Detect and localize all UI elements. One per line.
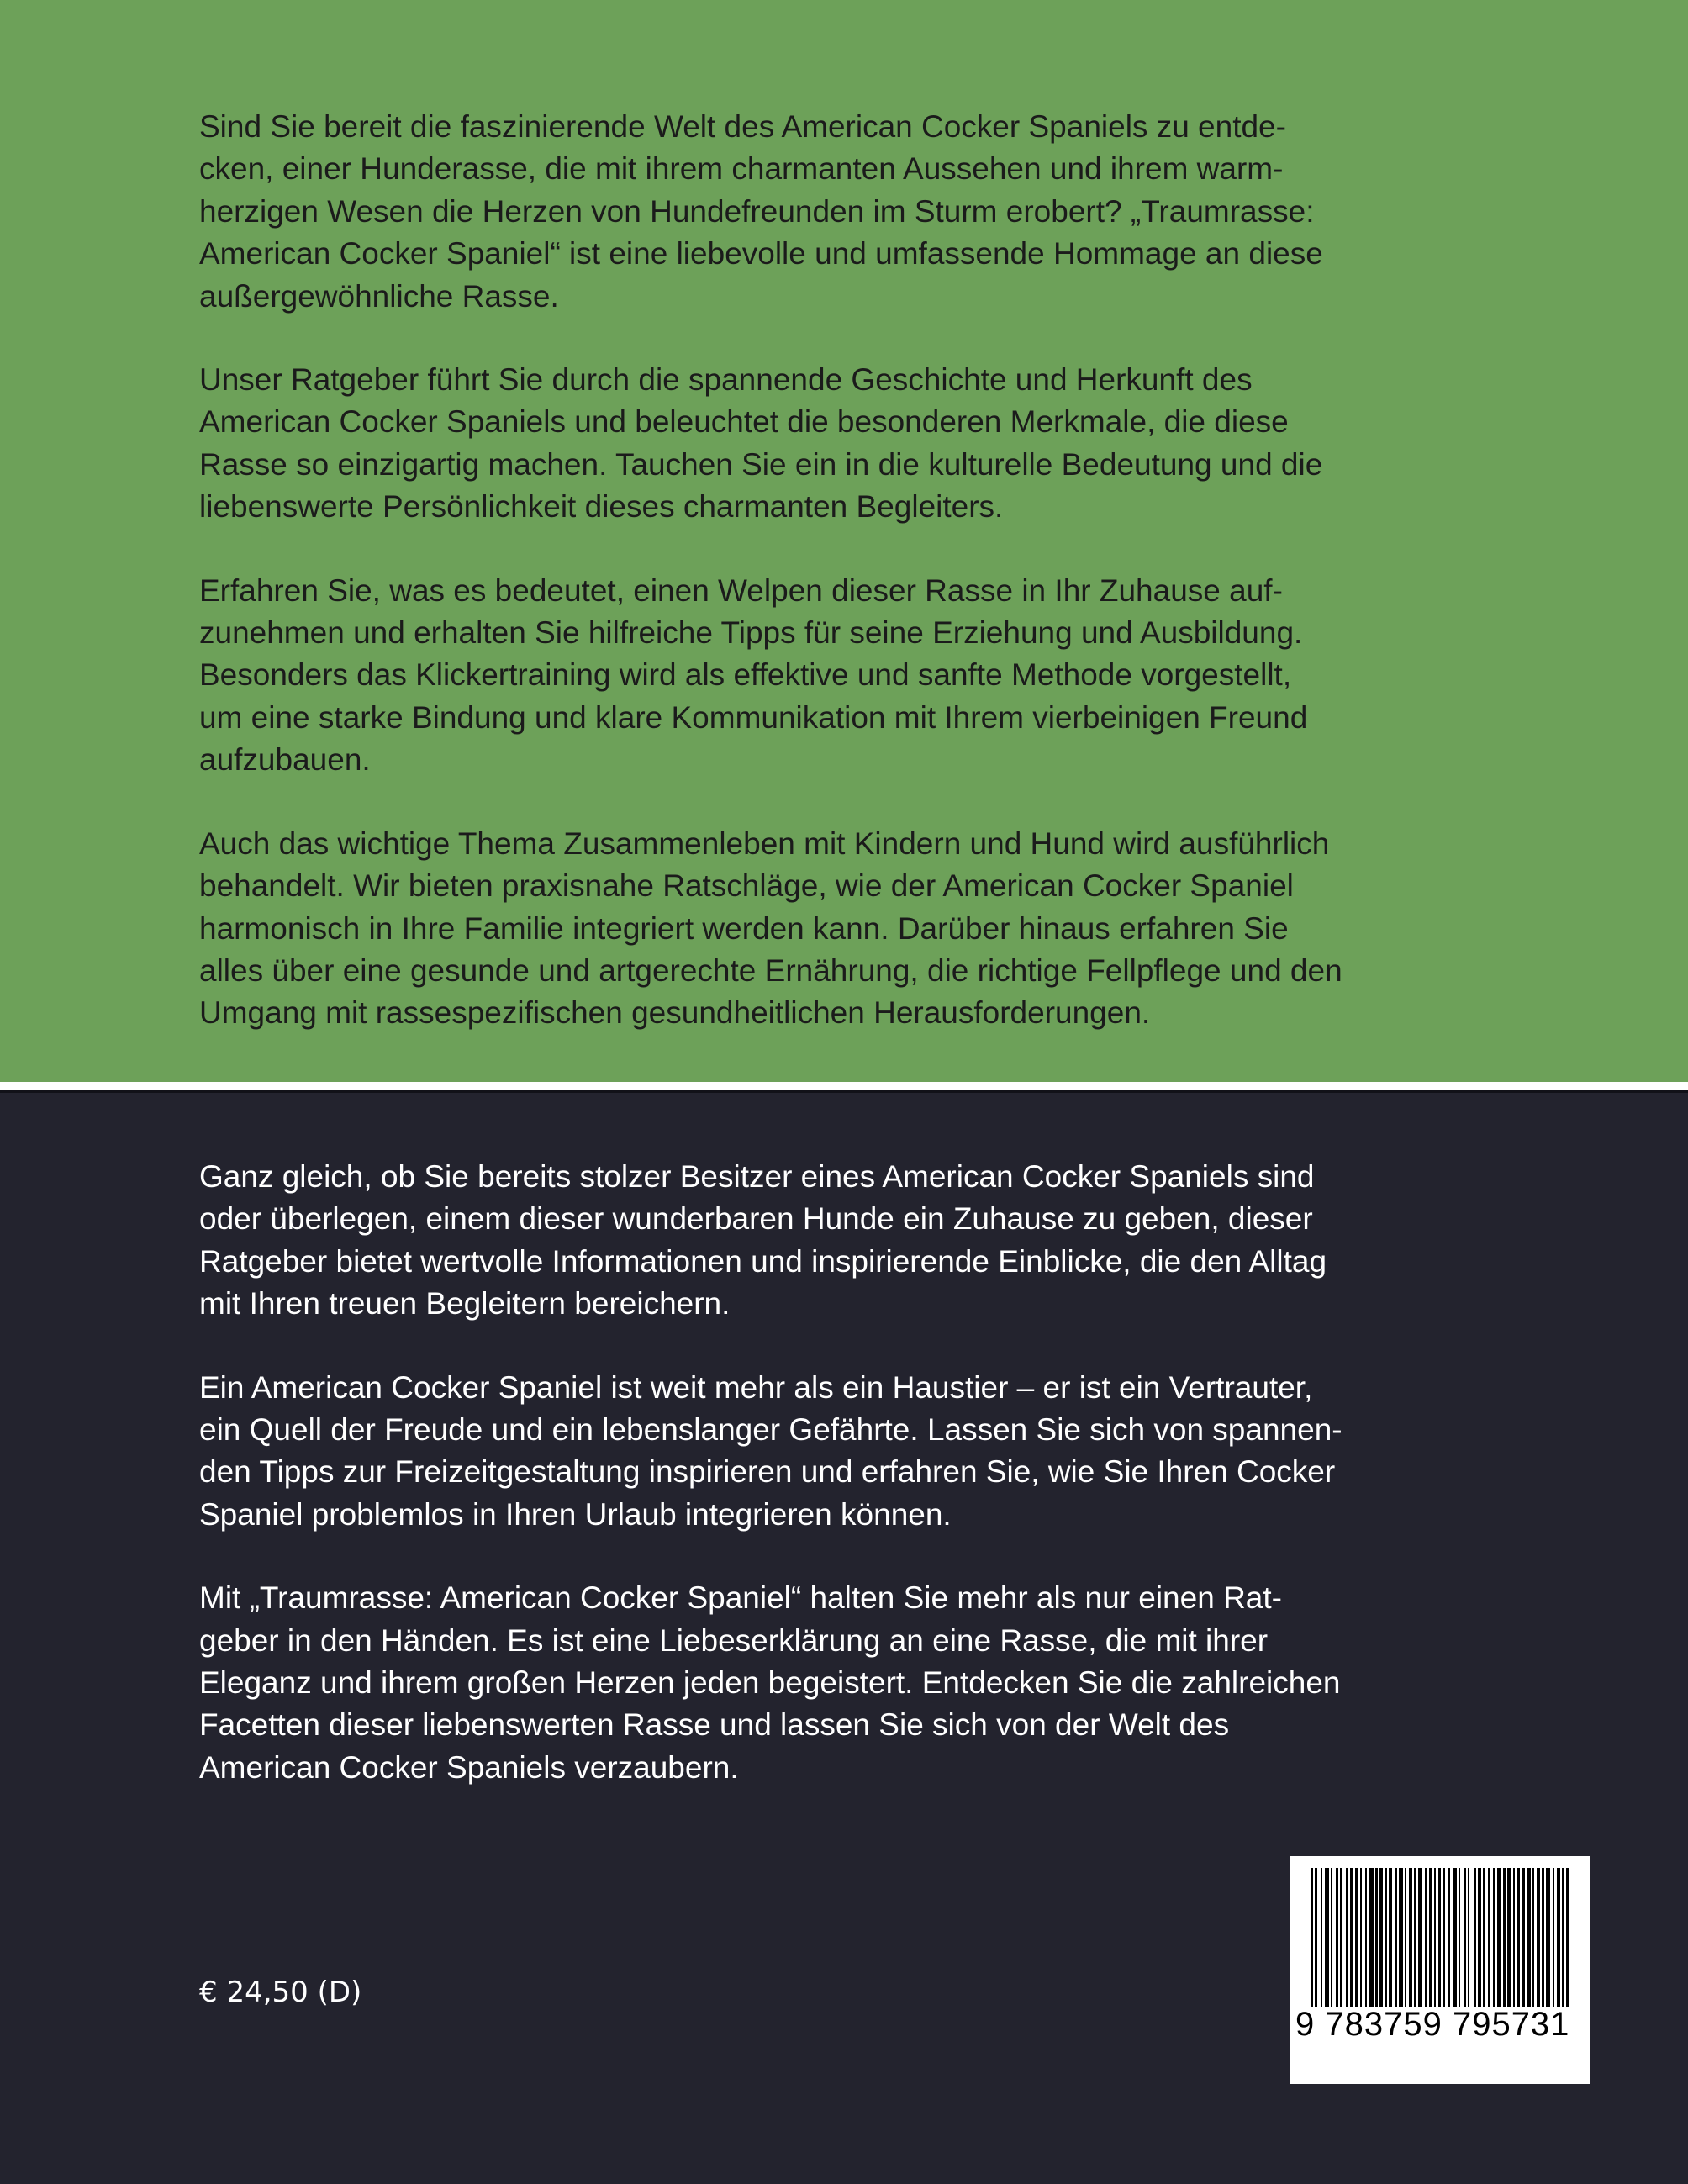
barcode-bar [1478,1868,1481,2007]
barcode-bar [1438,1868,1441,2007]
blurb-paragraph-7: Mit „Traumrasse: American Cocker Spaniel“ halten Sie mehr als nur einen Rat- geber in den Händen. Es ist eine Liebeserklärung an eine Rasse, die mit ihrer Eleganz und ihrem großen Herzen jeden begeistert. Entdecken Sie die zahlreichen Facetten dieser liebenswerten Rasse und lassen Sie sich von der Welt des American Cocker Spaniels verzaubern. [199,1580,1341,1785]
blurb-paragraph-2: Unser Ratgeber führt Sie durch die spannende Geschichte und Herkunft des American Cocker Spaniels und beleuchtet die besonderen Merkmale, die diese Rasse so einzigartig machen. Tauchen Sie ein in die kulturelle Bedeutung und die liebenswerte Persönlichkeit dieses charmanten Begleiters. [199,362,1323,525]
barcode-bar [1532,1868,1534,2007]
barcode-bar [1340,1868,1342,2007]
barcode-icon [1307,1868,1573,2007]
barcode-bar [1350,1868,1353,2007]
barcode-bar [1336,1868,1338,2007]
barcode-bar [1517,1868,1520,2007]
barcode-bar [1497,1868,1501,2007]
barcode-bar [1395,1868,1397,2007]
barcode-bar [1488,1868,1490,2007]
barcode-bar [1507,1868,1511,2007]
barcode-bar [1434,1868,1436,2007]
barcode-bar [1385,1868,1387,2007]
bottom-blurb [199,1156,1511,1789]
barcode-bar [1566,1868,1569,2007]
barcode-bar [1546,1868,1550,2007]
barcode-bar [1527,1868,1531,2007]
blurb-paragraph-5: Ganz gleich, ob Sie bereits stolzer Besitzer eines American Cocker Spaniels sind oder überlegen, einem dieser wunderbaren Hunde ein Zuhause zu geben, dieser Ratgeber bietet wertvolle Informationen und inspirierende Einblicke, die den Alltag mit Ihren treuen Begleitern bereichern. [199,1159,1327,1321]
barcode-bar [1448,1868,1450,2007]
barcode-bar [1503,1868,1506,2007]
barcode-bar [1522,1868,1525,2007]
barcode-bar [1418,1868,1422,2007]
barcode-bar [1365,1868,1367,2007]
barcode-bar [1474,1868,1476,2007]
barcode-bar [1443,1868,1445,2007]
barcode-bar [1483,1868,1485,2007]
barcode-bar [1311,1868,1313,2007]
barcode-bar [1315,1868,1317,2007]
barcode-bar [1409,1868,1412,2007]
barcode-bar [1405,1868,1406,2007]
barcode-bar [1375,1868,1378,2007]
blurb-paragraph-1: Sind Sie bereit die faszinierende Welt des American Cocker Spaniels zu entde- cken, einer Hunderasse, die mit ihrem charmanten Aussehen und ihrem warm- herzigen Wesen die Herzen von Hundefreunden im Sturm erobert? „Traumrasse: American Cocker Spaniel“ ist eine liebevolle und umfassende Hommage an diese außergewöhnliche Rasse. [199,109,1323,314]
barcode-bar [1542,1868,1544,2007]
barcode-bar [1537,1868,1540,2007]
barcode-bar [1493,1868,1495,2007]
barcode-bar [1562,1868,1564,2007]
barcode-bar [1557,1868,1560,2007]
barcode-bar [1425,1868,1427,2007]
barcode-bar [1453,1868,1457,2007]
barcode-bar [1414,1868,1416,2007]
barcode-bar [1464,1868,1466,2007]
barcode-bar [1399,1868,1403,2007]
isbn-barcode [1290,1856,1590,2084]
barcode-bar [1513,1868,1515,2007]
blurb-paragraph-3: Erfahren Sie, was es bedeutet, einen Welpen dieser Rasse in Ihr Zuhause auf- zunehmen und erhalten Sie hilfreiche Tipps für seine Erziehung und Ausbildung. Besonders das Klickertraining wird als effektive und sanfte Methode vorgestellt, um eine starke Bindung und klare Kommunikation mit Ihrem vierbeinigen Freund aufzubauen. [199,572,1308,778]
barcode-bar [1355,1868,1358,2007]
top-blurb [199,106,1511,1035]
barcode-bar [1369,1868,1374,2007]
blurb-paragraph-4: Auch das wichtige Thema Zusammenleben mit Kindern und Hund wird ausführlich behandelt. Wir bieten praxisnahe Ratschläge, wie der American Cocker Spaniel harmonisch in Ihre Familie integriert werden kann. Darüber hinaus erfahren Sie alles über eine gesunde und artgerechte Ernährung, die richtige Fellpflege und den Umgang mit rassespezifischen gesundheitlichen Herausforderungen. [199,826,1342,1031]
barcode-bar [1346,1868,1348,2007]
barcode-bar [1321,1868,1322,2007]
price-label: € 24,50 (D) [199,1976,362,2009]
barcode-bar [1379,1868,1383,2007]
barcode-bar [1429,1868,1432,2007]
barcode-bar [1468,1868,1469,2007]
barcode-bar [1360,1868,1362,2007]
divider-line [0,1082,1688,1090]
barcode-bar [1325,1868,1329,2007]
isbn-number: 9 783759 795731 [1295,2006,1570,2043]
barcode-bar [1389,1868,1392,2007]
blurb-paragraph-6: Ein American Cocker Spaniel ist weit mehr als ein Haustier – er ist ein Vertrauter, ein Quell der Freude und ein lebenslanger Gefährte. Lassen Sie sich von spannen- den Tipps zur Freizeitgestaltung inspirieren und erfahren Sie, wie Sie Ihren Cocker Spaniel problemlos in Ihren Urlaub integrieren können. [199,1369,1342,1532]
barcode-bar [1553,1868,1554,2007]
barcode-bar [1459,1868,1460,2007]
barcode-bar [1331,1868,1332,2007]
